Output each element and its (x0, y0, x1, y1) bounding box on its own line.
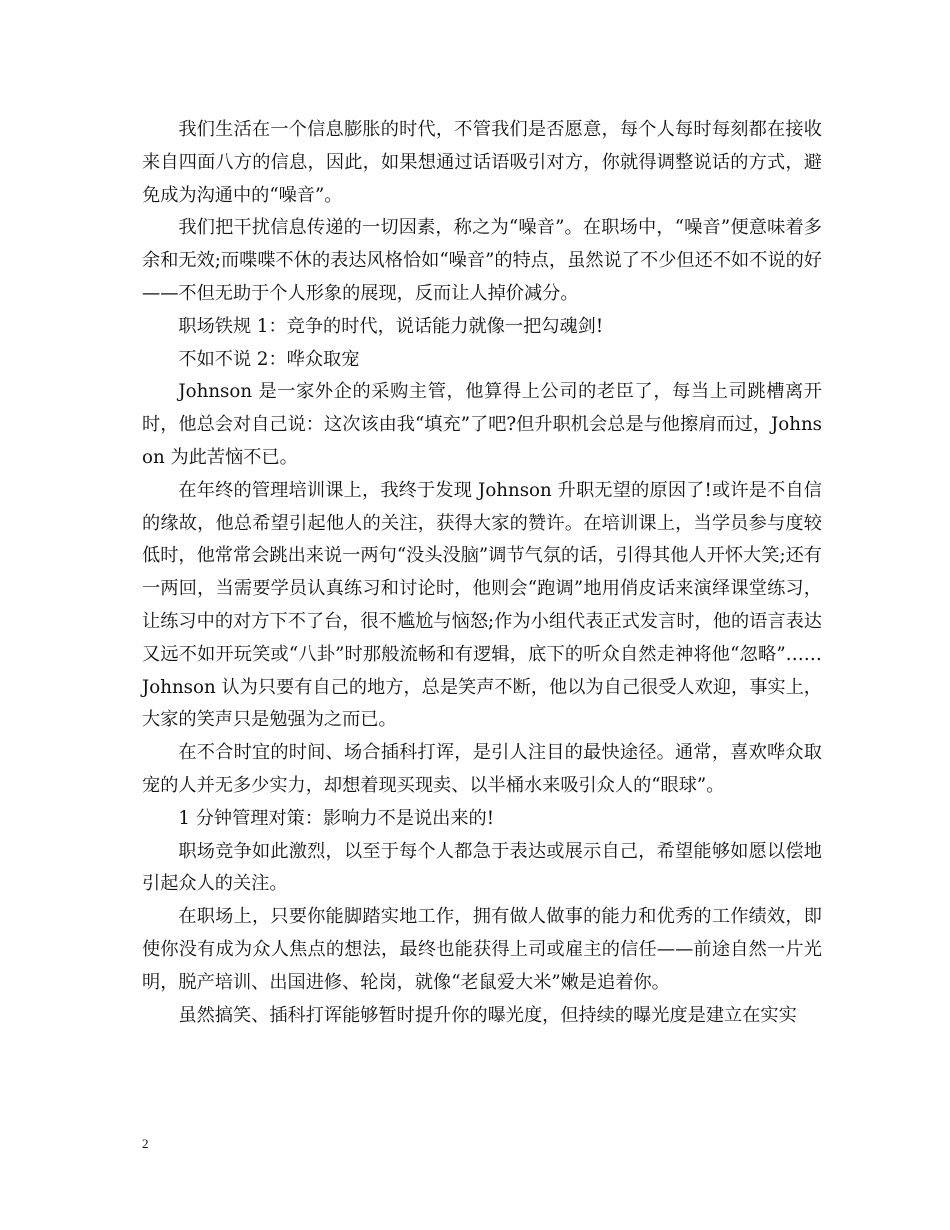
document-body (142, 114, 822, 1032)
paragraph: 我们生活在一个信息膨胀的时代，不管我们是否愿意，每个人每时每刻都在接收来自四面八方的信息，因此，如果想通过话语吸引对方，你就得调整说话的方式，避免成为沟通中的“噪音”。 (142, 119, 822, 206)
paragraph: 虽然搞笑、插科打诨能够暂时提升你的曝光度，但持续的曝光度是建立在实实 (178, 1004, 797, 1026)
paragraph: Johnson 是一家外企的采购主管，他算得上公司的老臣了，每当上司跳槽离开时，他总会对自己说：这次该由我“填充”了吧?但升职机会总是与他擦肩而过，Johnson 为此苦恼不已。 (142, 381, 822, 468)
paragraph: 职场竞争如此激烈，以至于每个人都急于表达或展示自己，希望能够如愿以偿地引起众人的关注。 (142, 840, 822, 895)
section-heading: 职场铁规 1：竞争的时代，说话能力就像一把勾魂剑! (178, 315, 604, 337)
paragraph: 在职场上，只要你能脚踏实地工作，拥有做人做事的能力和优秀的工作绩效，即使你没有成为众人焦点的想法，最终也能获得上司或雇主的信任——前途自然一片光明，脱产培训、出国进修、轮岗，就像“老鼠爱大米”嫩是追着你。 (142, 906, 822, 993)
paragraph: 在不合时宜的时间、场合插科打诨，是引人注目的最快途径。通常，喜欢哗众取宠的人并无多少实力，却想着现买现卖、以半桶水来吸引众人的“眼球”。 (142, 742, 822, 796)
paragraph: 在年终的管理培训课上，我终于发现 Johnson 升职无望的原因了!或许是不自信的缘故，他总希望引起他人的关注，获得大家的赞许。在培训课上，当学员参与度较低时，他常常会跳出来说一两句“没头没脑”调节气氛的话，引得其他人开怀大笑;还有一两回，当需要学员认真练习和讨论时，他则会“跑调”地用俏皮话来演绎课堂练习，让练习中的对方下不了台，很不尴尬与恼怒;作为小组代表正式发言时，他的语言表达又远不如开玩笑或“八卦”时那般流畅和有逻辑，底下的听众自然走神将他“忽略”……Johnson 认为只要有自己的地方，总是笑声不断，他以为自己很受人欢迎，事实上，大家的笑声只是勉强为之而已。 (142, 479, 822, 731)
section-heading: 1 分钟管理对策：影响力不是说出来的! (178, 807, 495, 829)
page-number: 2 (142, 1136, 149, 1151)
paragraph: 我们把干扰信息传递的一切因素，称之为“噪音”。在职场中，“噪音”便意味着多余和无效;而喋喋不休的表达风格恰如“噪音”的特点，虽然说了不少但还不如不说的好——不但无助于个人形象的展现，反而让人掉价减分。 (142, 217, 822, 304)
section-heading: 不如不说 2：哗众取宠 (178, 348, 360, 370)
